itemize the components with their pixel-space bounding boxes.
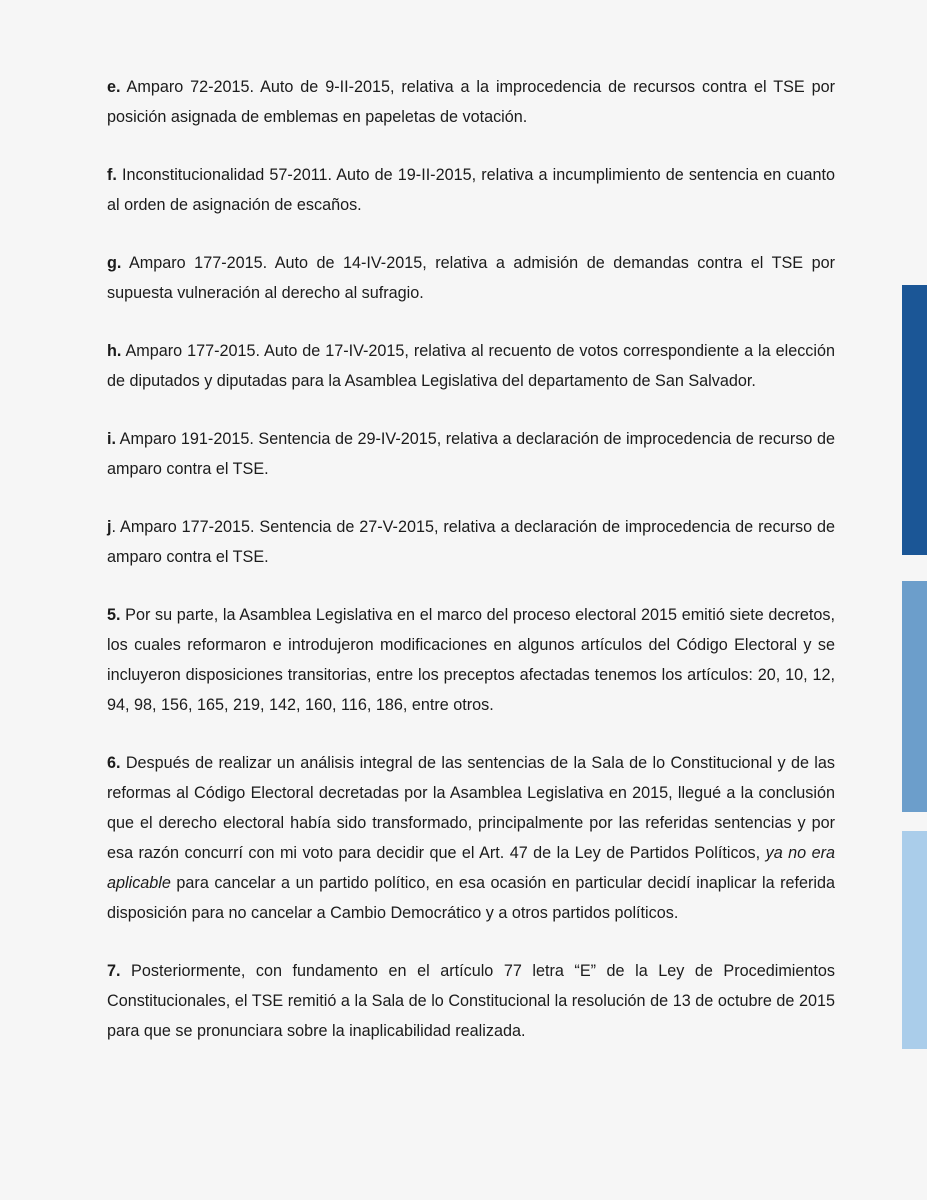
paragraph-text: Amparo 177-2015. Auto de 17-IV-2015, relativa al recuento de votos correspondiente a la elección de diputados y diputadas para la Asamblea Legislativa del departamento de San Salvador. bbox=[107, 342, 835, 390]
paragraph-6 bbox=[107, 748, 835, 928]
paragraph-f bbox=[107, 160, 835, 220]
paragraph-text: Amparo 72-2015. Auto de 9-II-2015, relativa a la improcedencia de recursos contra el TSE por posición asignada de emblemas en papeletas de votación. bbox=[107, 78, 835, 126]
paragraph-text: Amparo 191-2015. Sentencia de 29-IV-2015, relativa a declaración de improcedencia de recurso de amparo contra el TSE. bbox=[107, 430, 835, 478]
paragraph-label: 6. bbox=[107, 754, 121, 772]
side-tab-mid bbox=[902, 581, 927, 812]
paragraph-label: i. bbox=[107, 430, 116, 448]
paragraph-label: j bbox=[107, 518, 112, 536]
paragraph-label: g. bbox=[107, 254, 122, 272]
paragraph-label: 5. bbox=[107, 606, 121, 624]
paragraph-text: Por su parte, la Asamblea Legislativa en el marco del proceso electoral 2015 emitió siete decretos, los cuales reformaron e introdujeron modificaciones en algunos artículos del Código Electoral y se incluyeron disposiciones transitorias, entre los preceptos afectadas tenemos los artículos: 20, 10, 12, 94, 98, 156, 165, 219, 142, 160, 116, 186, entre otros. bbox=[107, 606, 835, 714]
paragraph-label: e. bbox=[107, 78, 121, 96]
paragraph-text: Inconstitucionalidad 57-2011. Auto de 19-II-2015, relativa a incumplimiento de sentencia en cuanto al orden de asignación de escaños. bbox=[107, 166, 835, 214]
paragraph-label: h. bbox=[107, 342, 122, 360]
paragraph-text: Después de realizar un análisis integral de las sentencias de la Sala de lo Constitucional y de las reformas al Código Electoral decretadas por la Asamblea Legislativa en 2015, llegué a la conclusión que el derecho electoral había sido transformado, principalmente por las referidas sentencias y por esa razón concurrí con mi voto para decidir que el Art. 47 de la Ley de Partidos Políticos, bbox=[107, 754, 835, 862]
paragraph-text: . Amparo 177-2015. Sentencia de 27-V-2015, relativa a declaración de improcedencia de recurso de amparo contra el TSE. bbox=[107, 518, 835, 566]
paragraph-i bbox=[107, 424, 835, 484]
document-body bbox=[107, 72, 835, 1074]
paragraph-italic-text: ya no era aplicable bbox=[107, 844, 835, 892]
paragraph-7 bbox=[107, 956, 835, 1046]
paragraph-text: Posteriormente, con fundamento en el artículo 77 letra “E” de la Ley de Procedimientos Constitucionales, el TSE remitió a la Sala de lo Constitucional la resolución de 13 de octubre de 2015 para que se pronunciara sobre la inaplicabilidad realizada. bbox=[107, 962, 835, 1040]
paragraph-e bbox=[107, 72, 835, 132]
paragraph-text: para cancelar a un partido político, en esa ocasión en particular decidí inaplicar la referida disposición para no cancelar a Cambio Democrático y a otros partidos políticos. bbox=[107, 874, 835, 922]
paragraph-g bbox=[107, 248, 835, 308]
paragraph-h bbox=[107, 336, 835, 396]
side-tab-light bbox=[902, 831, 927, 1049]
paragraph-5 bbox=[107, 600, 835, 720]
paragraph-j bbox=[107, 512, 835, 572]
paragraph-label: f. bbox=[107, 166, 117, 184]
side-tab-dark bbox=[902, 285, 927, 555]
paragraph-label: 7. bbox=[107, 962, 121, 980]
paragraph-text: Amparo 177-2015. Auto de 14-IV-2015, relativa a admisión de demandas contra el TSE por supuesta vulneración al derecho al sufragio. bbox=[107, 254, 835, 302]
